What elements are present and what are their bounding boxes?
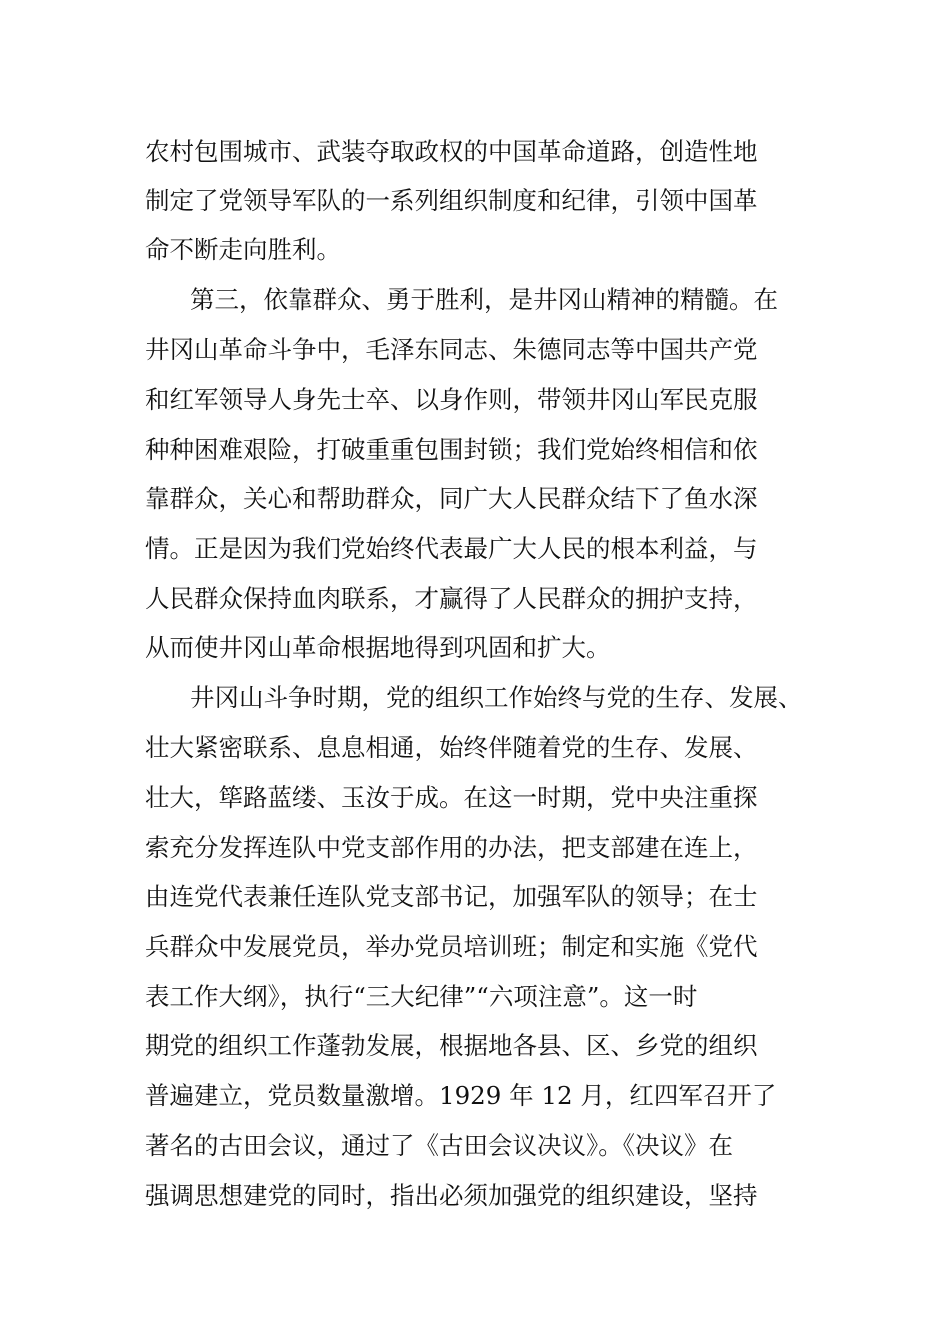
text-line: 命不断走向胜利。	[145, 235, 341, 264]
text-line: 期党的组织工作蓬勃发展，根据地各县、区、乡党的组织	[145, 1031, 758, 1060]
text-line: 和红军领导人身先士卒、以身作则，带领井冈山军民克服	[145, 385, 758, 414]
text-line: 制定了党领导军队的一系列组织制度和纪律，引领中国革	[145, 186, 758, 215]
paragraph-start-line: 井冈山斗争时期，党的组织工作始终与党的生存、发展、	[190, 683, 803, 712]
text-line: 著名的古田会议，通过了《古田会议决议》。《决议》在	[145, 1131, 733, 1160]
text-line: 靠群众，关心和帮助群众，同广大人民群众结下了鱼水深	[145, 484, 758, 513]
text-line: 索充分发挥连队中党支部作用的办法，把支部建在连上，	[145, 833, 758, 862]
text-line: 从而使井冈山革命根据地得到巩固和扩大。	[145, 633, 611, 662]
text-line: 壮大，筚路蓝缕、玉汝于成。在这一时期，党中央注重探	[145, 783, 758, 812]
text-line: 种种困难艰险，打破重重包围封锁；我们党始终相信和依	[145, 435, 758, 464]
text-line: 壮大紧密联系、息息相通，始终伴随着党的生存、发展、	[145, 733, 758, 762]
text-line: 表工作大纲》，执行“三大纪律”“六项注意”。这一时	[145, 982, 698, 1011]
text-line: 普遍建立，党员数量激增。1929 年 12 月，红四军召开了	[145, 1081, 777, 1110]
text-line: 强调思想建党的同时，指出必须加强党的组织建设，坚持	[145, 1181, 758, 1210]
text-line: 人民群众保持血肉联系，才赢得了人民群众的拥护支持，	[145, 584, 758, 613]
text-line: 由连党代表兼任连队党支部书记，加强军队的领导；在士	[145, 882, 758, 911]
text-line: 井冈山革命斗争中，毛泽东同志、朱德同志等中国共产党	[145, 335, 758, 364]
paragraph-start-line: 第三，依靠群众、勇于胜利，是井冈山精神的精髓。在	[190, 285, 778, 314]
text-line: 情。正是因为我们党始终代表最广大人民的根本利益，与	[145, 534, 758, 563]
text-line: 兵群众中发展党员，举办党员培训班；制定和实施《党代	[145, 932, 758, 961]
text-line: 农村包围城市、武装夺取政权的中国革命道路，创造性地	[145, 137, 758, 166]
